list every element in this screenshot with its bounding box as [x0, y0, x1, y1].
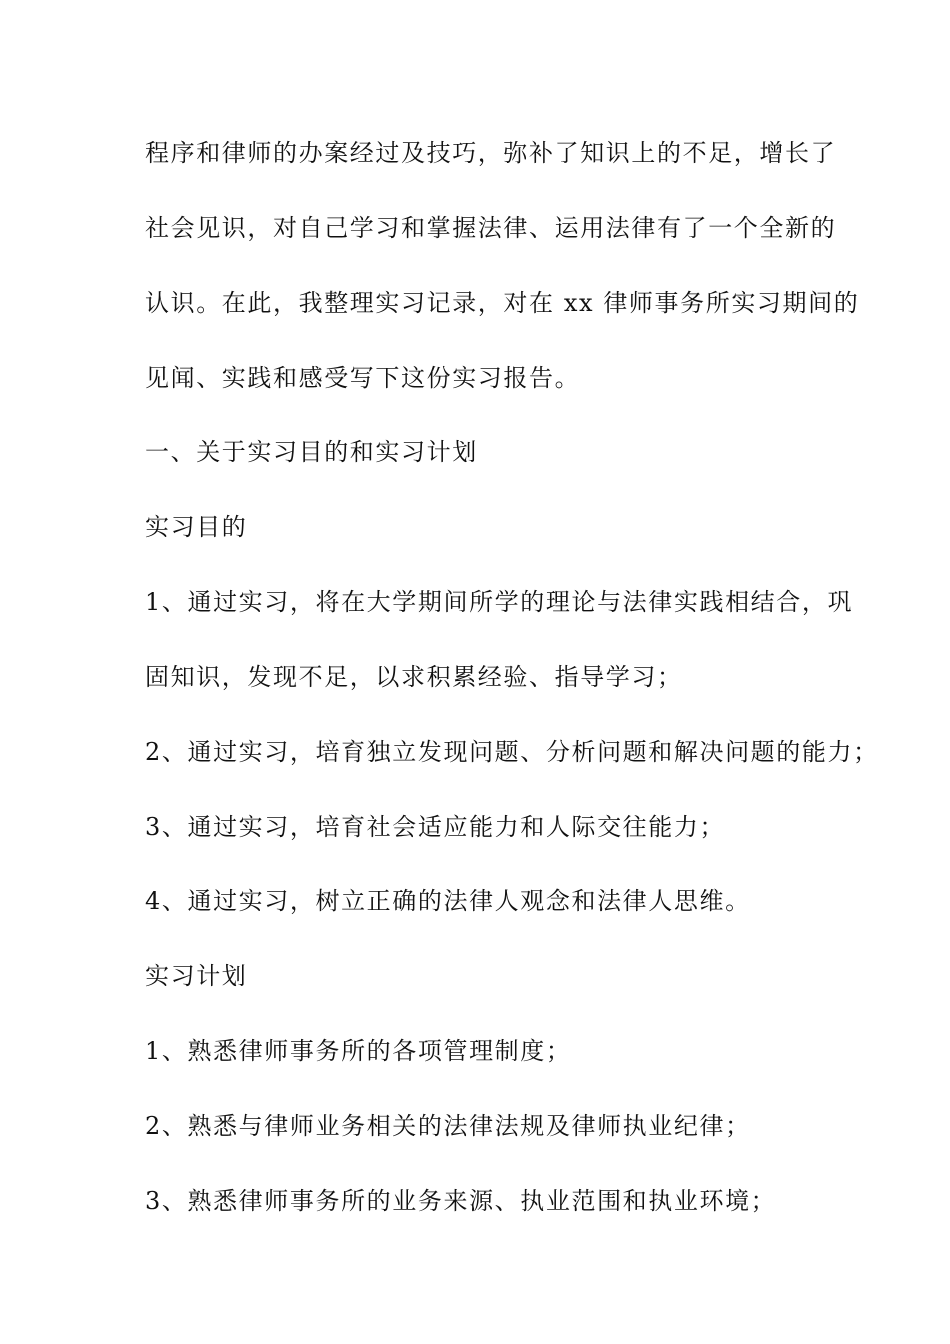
plan-item-3: 3、熟悉律师事务所的业务来源、执业范围和执业环境； [145, 1187, 777, 1215]
paragraph-line-2: 社会见识，对自己学习和掌握法律、运用法律有了一个全新的 [145, 214, 837, 242]
subheading-plan: 实习计划 [145, 962, 248, 990]
purpose-item-4: 4、通过实习，树立正确的法律人观念和法律人思维。 [145, 887, 751, 915]
purpose-item-3: 3、通过实习，培育社会适应能力和人际交往能力； [145, 813, 726, 841]
subheading-purpose: 实习目的 [145, 513, 248, 541]
plan-item-1: 1、熟悉律师事务所的各项管理制度； [145, 1037, 572, 1065]
purpose-item-1-line-1: 1、通过实习，将在大学期间所学的理论与法律实践相结合，巩 [145, 588, 854, 616]
purpose-item-1-line-2: 固知识，发现不足，以求积累经验、指导学习； [145, 663, 683, 691]
purpose-item-2: 2、通过实习，培育独立发现问题、分析问题和解决问题的能力； [145, 738, 879, 766]
paragraph-line-3: 认识。在此，我整理实习记录，对在 xx 律师事务所实习期间的 [145, 289, 860, 317]
paragraph-line-4: 见闻、实践和感受写下这份实习报告。 [145, 364, 581, 392]
paragraph-line-1: 程序和律师的办案经过及技巧，弥补了知识上的不足，增长了 [145, 139, 837, 167]
section-heading: 一、关于实习目的和实习计划 [145, 438, 478, 466]
plan-item-2: 2、熟悉与律师业务相关的法律法规及律师执业纪律； [145, 1112, 751, 1140]
